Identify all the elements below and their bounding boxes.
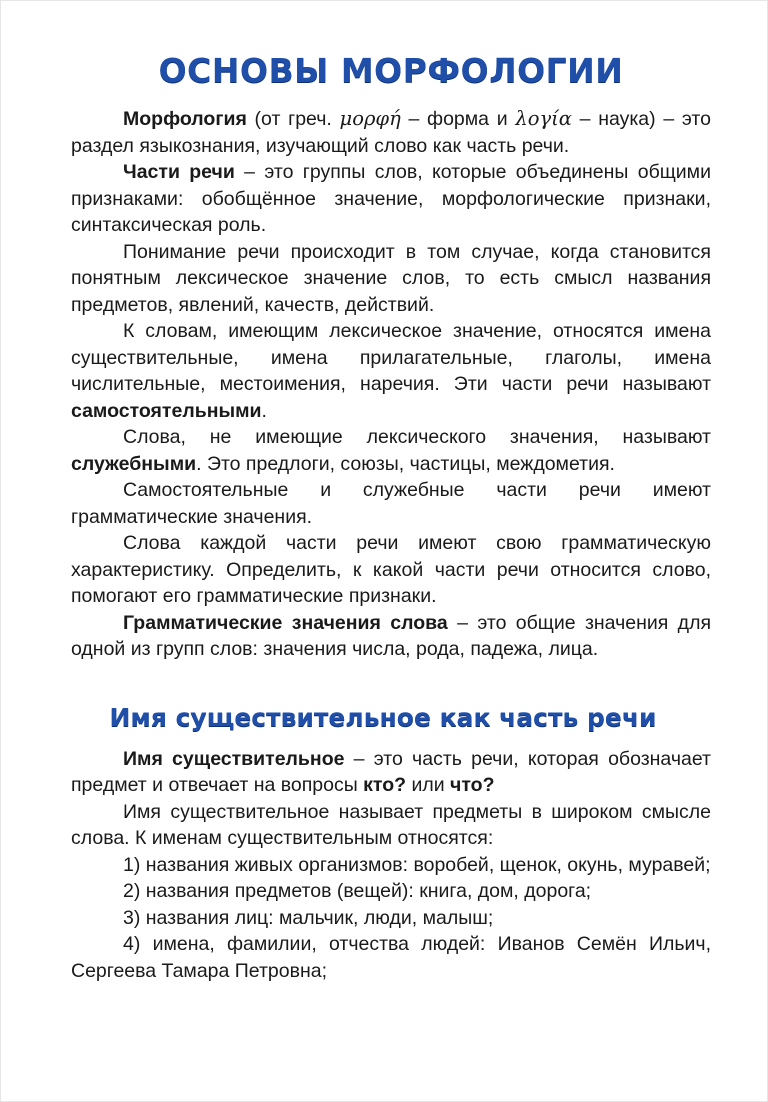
paragraph-parts-of-speech: Части речи – это группы слов, которые объединены общими признаками: обобщённое значение, морфологические признаки, синтаксическая роль. — [71, 161, 711, 236]
list-item: 1) названия живых организмов: воробей, щенок, окунь, муравей; — [123, 853, 711, 876]
paragraph-characteristics: Слова каждой части речи имеют свою грамматическую характеристику. Определить, к какой части речи относится слово, помогают его грамматические признаки. — [71, 532, 711, 607]
question-who: кто? — [363, 774, 407, 796]
list-item: 3) названия лиц: мальчик, люди, малыш; — [123, 906, 494, 929]
page-title: ОСНОВЫ МОРФОЛОГИИ — [158, 51, 624, 90]
greek-word: μορφή — [339, 107, 401, 130]
section-title: Имя существительное как часть речи — [109, 702, 657, 732]
paragraph-noun-definition: Имя существительное – это часть речи, которая обозначает предмет и отвечает на вопросы кто? или что? — [71, 747, 711, 796]
list-item: 4) имена, фамилии, отчества людей: Иванов Семён Ильич, Сергеева Тамара Петровна; — [71, 933, 711, 982]
paragraph-understanding: Понимание речи происходит в том случае, когда становится понятным лексическое значение слов, то есть смысл названия предметов, явлений, качеств, действий. — [71, 240, 711, 316]
list-item: 2) названия предметов (вещей): книга, дом, дорога; — [123, 880, 592, 902]
term-morphology: Морфология — [123, 108, 247, 130]
term-grammatical-meanings: Грамматические значения слова — [123, 611, 448, 634]
paragraph-independent: К словам, имеющим лексическое значение, относятся имена существительные, имена прилагательные, глаголы, имена числительные, местоимения, наречия. Эти части речи называют самостоятельными. — [71, 320, 711, 422]
term-independent: самостоятельными — [71, 399, 262, 422]
paragraph-noun-names: Имя существительное называет предметы в широком смысле слова. К именам существительным относятся: — [71, 800, 711, 849]
term-noun: Имя существительное — [123, 747, 345, 770]
paragraph-grammatical: Самостоятельные и служебные части речи имеют грамматические значения. — [71, 479, 711, 528]
paragraph-function-words: Слова, не имеющие лексического значения, называют служебными. Это предлоги, союзы, частицы, междометия. — [71, 426, 711, 475]
greek-word: λογία — [515, 107, 572, 130]
paragraph-morphology: Морфология (от греч. μορφή – форма и λογία – наука) – это раздел языкознания, изучающий слово как часть речи. — [71, 107, 711, 157]
term-parts-of-speech: Части речи — [123, 161, 235, 183]
term-function-words: служебными — [71, 452, 197, 475]
paragraph-grammatical-meanings: Грамматические значения слова – это общие значения для одной из групп слов: значения числа, рода, падежа, лица. — [71, 611, 712, 660]
question-what: что? — [450, 774, 495, 796]
